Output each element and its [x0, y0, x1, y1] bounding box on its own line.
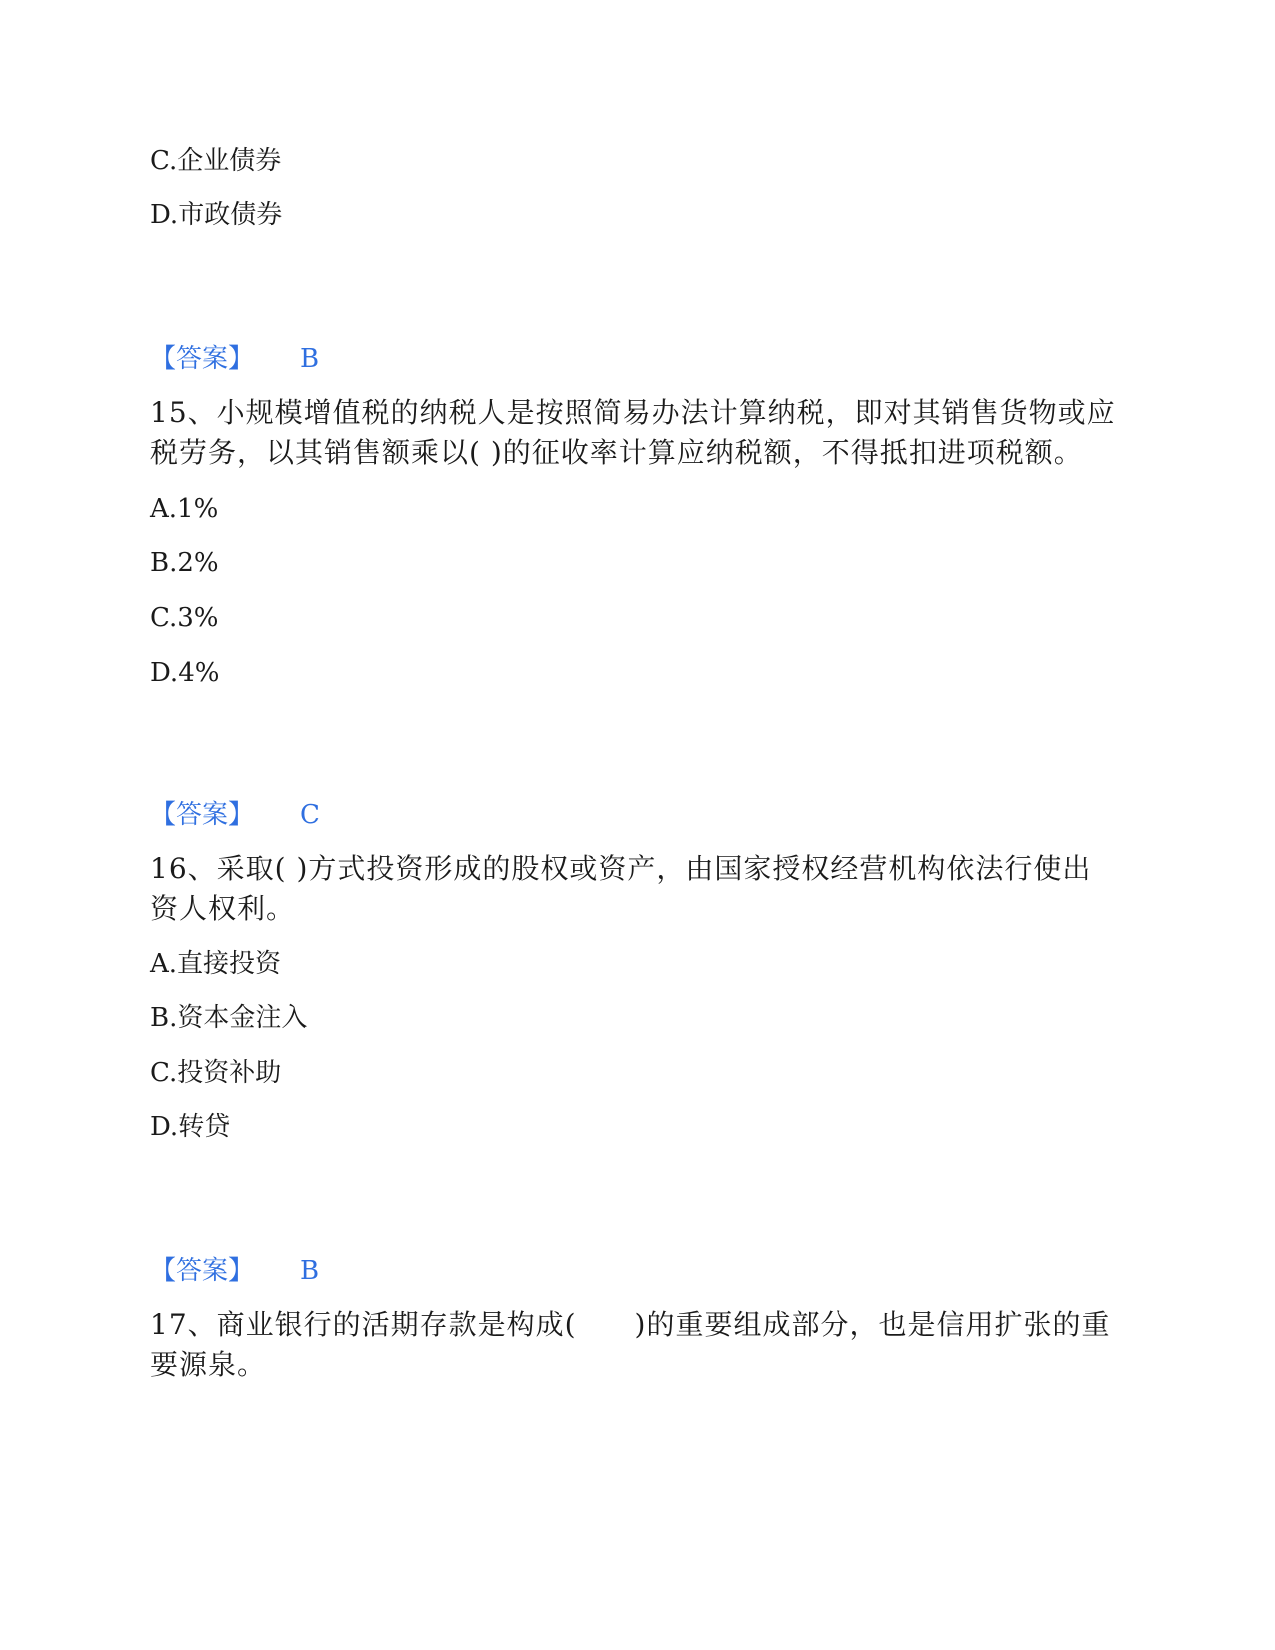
option-label: D. [150, 200, 179, 230]
option-text: 转贷 [178, 1112, 231, 1142]
q14-answer [150, 344, 319, 374]
q15-text-line-1: 15、小规模增值税的纳税人是按照简易办法计算纳税，即对其销售货物或应 [150, 396, 1116, 429]
q15-option-a [150, 494, 218, 524]
q17-text-line-1: 17、商业银行的活期存款是构成( )的重要组成部分，也是信用扩张的重 [150, 1308, 1111, 1341]
q16-option-d [150, 1112, 230, 1142]
q15-answer [150, 800, 320, 830]
q16-text-line-1: 16、采取( )方式投资形成的股权或资产，由国家授权经营机构依法行使出 [150, 852, 1092, 885]
option-label: B. [150, 548, 178, 578]
q16-option-c [150, 1058, 281, 1088]
option-text: 3% [177, 603, 219, 633]
q15-option-c [150, 603, 218, 633]
q16-text-line-2: 资人权利。 [150, 892, 296, 925]
answer-label: 【答案】 [150, 344, 255, 374]
option-text: 2% [177, 548, 219, 578]
option-label: A. [150, 949, 178, 979]
option-text: 企业债券 [177, 146, 282, 176]
answer-value: B [300, 1256, 320, 1286]
option-label: D. [150, 1112, 179, 1142]
option-label: A. [150, 494, 178, 524]
option-text: 资本金注入 [177, 1003, 308, 1033]
option-text: 1% [177, 494, 219, 524]
answer-label: 【答案】 [150, 1256, 255, 1286]
option-label: C. [150, 146, 178, 176]
q16-option-a [150, 949, 281, 979]
answer-value: B [300, 344, 320, 374]
option-text: 投资补助 [177, 1058, 282, 1088]
option-label: D. [150, 658, 179, 688]
option-text: 市政债券 [178, 200, 283, 230]
q16-answer [150, 1256, 319, 1286]
q15-option-d [150, 658, 219, 688]
q17-text-line-2: 要源泉。 [150, 1348, 267, 1381]
option-label: B. [150, 1003, 178, 1033]
answer-value: C [300, 800, 320, 830]
option-label: C. [150, 603, 178, 633]
q16-option-b [150, 1003, 307, 1033]
q14-option-d [150, 200, 282, 230]
option-text: 4% [178, 658, 220, 688]
answer-label: 【答案】 [150, 800, 255, 830]
q14-option-c [150, 146, 281, 176]
option-text: 直接投资 [177, 949, 282, 979]
option-label: C. [150, 1058, 178, 1088]
q15-text-line-2: 税劳务，以其销售额乘以( )的征收率计算应纳税额，不得抵扣进项税额。 [150, 436, 1083, 469]
q15-option-b [150, 548, 219, 578]
